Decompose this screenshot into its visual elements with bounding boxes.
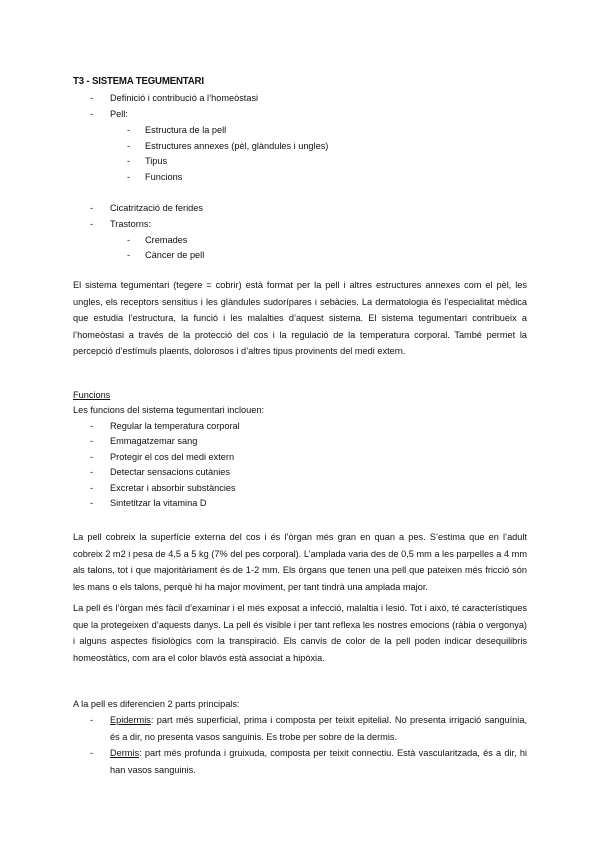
term-dermis: Dermis bbox=[110, 748, 140, 758]
page-title: T3 - SISTEMA TEGUMENTARI bbox=[73, 75, 204, 87]
term-epidermis: Epidermis bbox=[110, 715, 151, 725]
document-page: T3 - SISTEMA TEGUMENTARI - Definició i contribució a l’homeòstasi - Pell: - Estructura de la pell - Estructures annexes (pèl, glàndules i ungles) - Tipus - Funcions - Cicatrització de ferides - Trastorns: - Cremades - Càncer de pell El sistema tegumentari (tegere = cobrir) està format per la pell i altres estructures annexes com el pèl, les ungles, els receptors sensitius i les glàndules sudorípares i sebàcies. La dermatologia és l’especialitat mèdica que estudia l’estructura, la funció i les malalties d’aquest sistema. El sistema tegumentari contribueix a l’homeòstasi a través de la protecció del cos i la regulació de la temperatura corporal. També permet la percepció d’estímuls plaents, dolorosos i d’altres tipus provinents del medi extern. Funcions Les funcions del sistema tegumentari inclouen: - Regular la temperatura corporal - Emmagatzemar sang - Protegir el cos del medi extern - Detectar sensacions cutànies - Excretar i absorbir substàncies - Sintetitzar la vitamina D La pell cobreix la superfície externa del cos i és l’òrgan més gran en quan a pes. S’estima que en l’adult cobreix 2 m2 i pesa de 4,5 a 5 kg (7% del pes corporal). L’amplada varia des de 0,5 mm a les parpelles a 4 mm als talons, tot i que majoritàriament és de 1-2 mm. Els òrgans que tenen una pell que pateixen més fricció són les mans o els talons, perquè hi ha major moviment, per tant tindrà una amplada major. La pell és l’òrgan més fàcil d’examinar i el més exposat a infecció, malaltia i lesió. Tot i això, té característiques que la protegeixen d’aquests danys. La pell és visible i per tant reflexa les nostres emocions (ràbia o vergonya) i alguns aspectes fisiològics com la transpiració. Els canvis de color de la pell poden indicar desequilibris homeostàtics, com ara el color blavós està associat a hipòxia. A la pell es diferencien 2 parts principals: - Epidermis: part més superficial, prima i composta per teixit epitelial. No presenta irrigació sanguínia, és a dir, no presenta vasos sanguinis. Es trobe per sobre de la dermis. - Dermis: part més profunda i gruixuda, composta per teixit connectiu. Està vascularitzada, és a dir, hi han vasos sanguinis. bbox=[73, 75, 527, 775]
funcions-intro: Les funcions del sistema tegumentari inclouen: bbox=[73, 405, 265, 415]
parts-intro: A la pell es diferencien 2 parts principals: bbox=[73, 699, 240, 709]
dermis-text: : part més profunda i gruixuda, composta per teixit connectiu. Està vascularitzada, és a dir, hi han vasos sanguinis. bbox=[110, 748, 527, 775]
intro-paragraph: El sistema tegumentari (tegere = cobrir) està format per la pell i altres estructures annexes com el pèl, les ungles, els receptors sensitius i les glàndules sudorípares i sebàcies. La dermatologia és l’especialitat mèdica que estudia l’estructura, la funció i les malalties d’aquest sistema. El sistema tegumentari contribueix a l’homeòstasi a través de la protecció del cos i la regulació de la temperatura corporal. També permet la percepció d’estímuls plaents, dolorosos i d’altres tipus provinents del medi extern. bbox=[73, 280, 527, 357]
epidermis-text: : part més superficial, prima i composta per teixit epitelial. No presenta irrigació sanguínia, és a dir, no presenta vasos sanguinis. Es trobe per sobre de la dermis. bbox=[110, 715, 527, 742]
paragraph-pell-1: La pell cobreix la superfície externa del cos i és l’òrgan més gran en quan a pes. S’estima que en l’adult cobreix 2 m2 i pesa de 4,5 a 5 kg (7% del pes corporal). L’amplada varia des de 0,5 mm a les parpelles a 4 mm als talons, tot i que majoritàriament és de 1-2 mm. Els òrgans que tenen una pell que pateixen més fricció són les mans o els talons, perquè hi ha major moviment, per tant tindrà una amplada major. bbox=[73, 532, 527, 592]
paragraph-pell-2: La pell és l’òrgan més fàcil d’examinar i el més exposat a infecció, malaltia i lesió. Tot i això, té característiques que la protegeixen d’aquests danys. La pell és visible i per tant reflexa les nostres emocions (ràbia o vergonya) i alguns aspectes fisiològics com la transpiració. Els canvis de color de la pell poden indicar desequilibris homeostàtics, com ara el color blavós està associat a hipòxia. bbox=[73, 603, 527, 663]
section-heading-funcions: Funcions bbox=[73, 390, 111, 400]
